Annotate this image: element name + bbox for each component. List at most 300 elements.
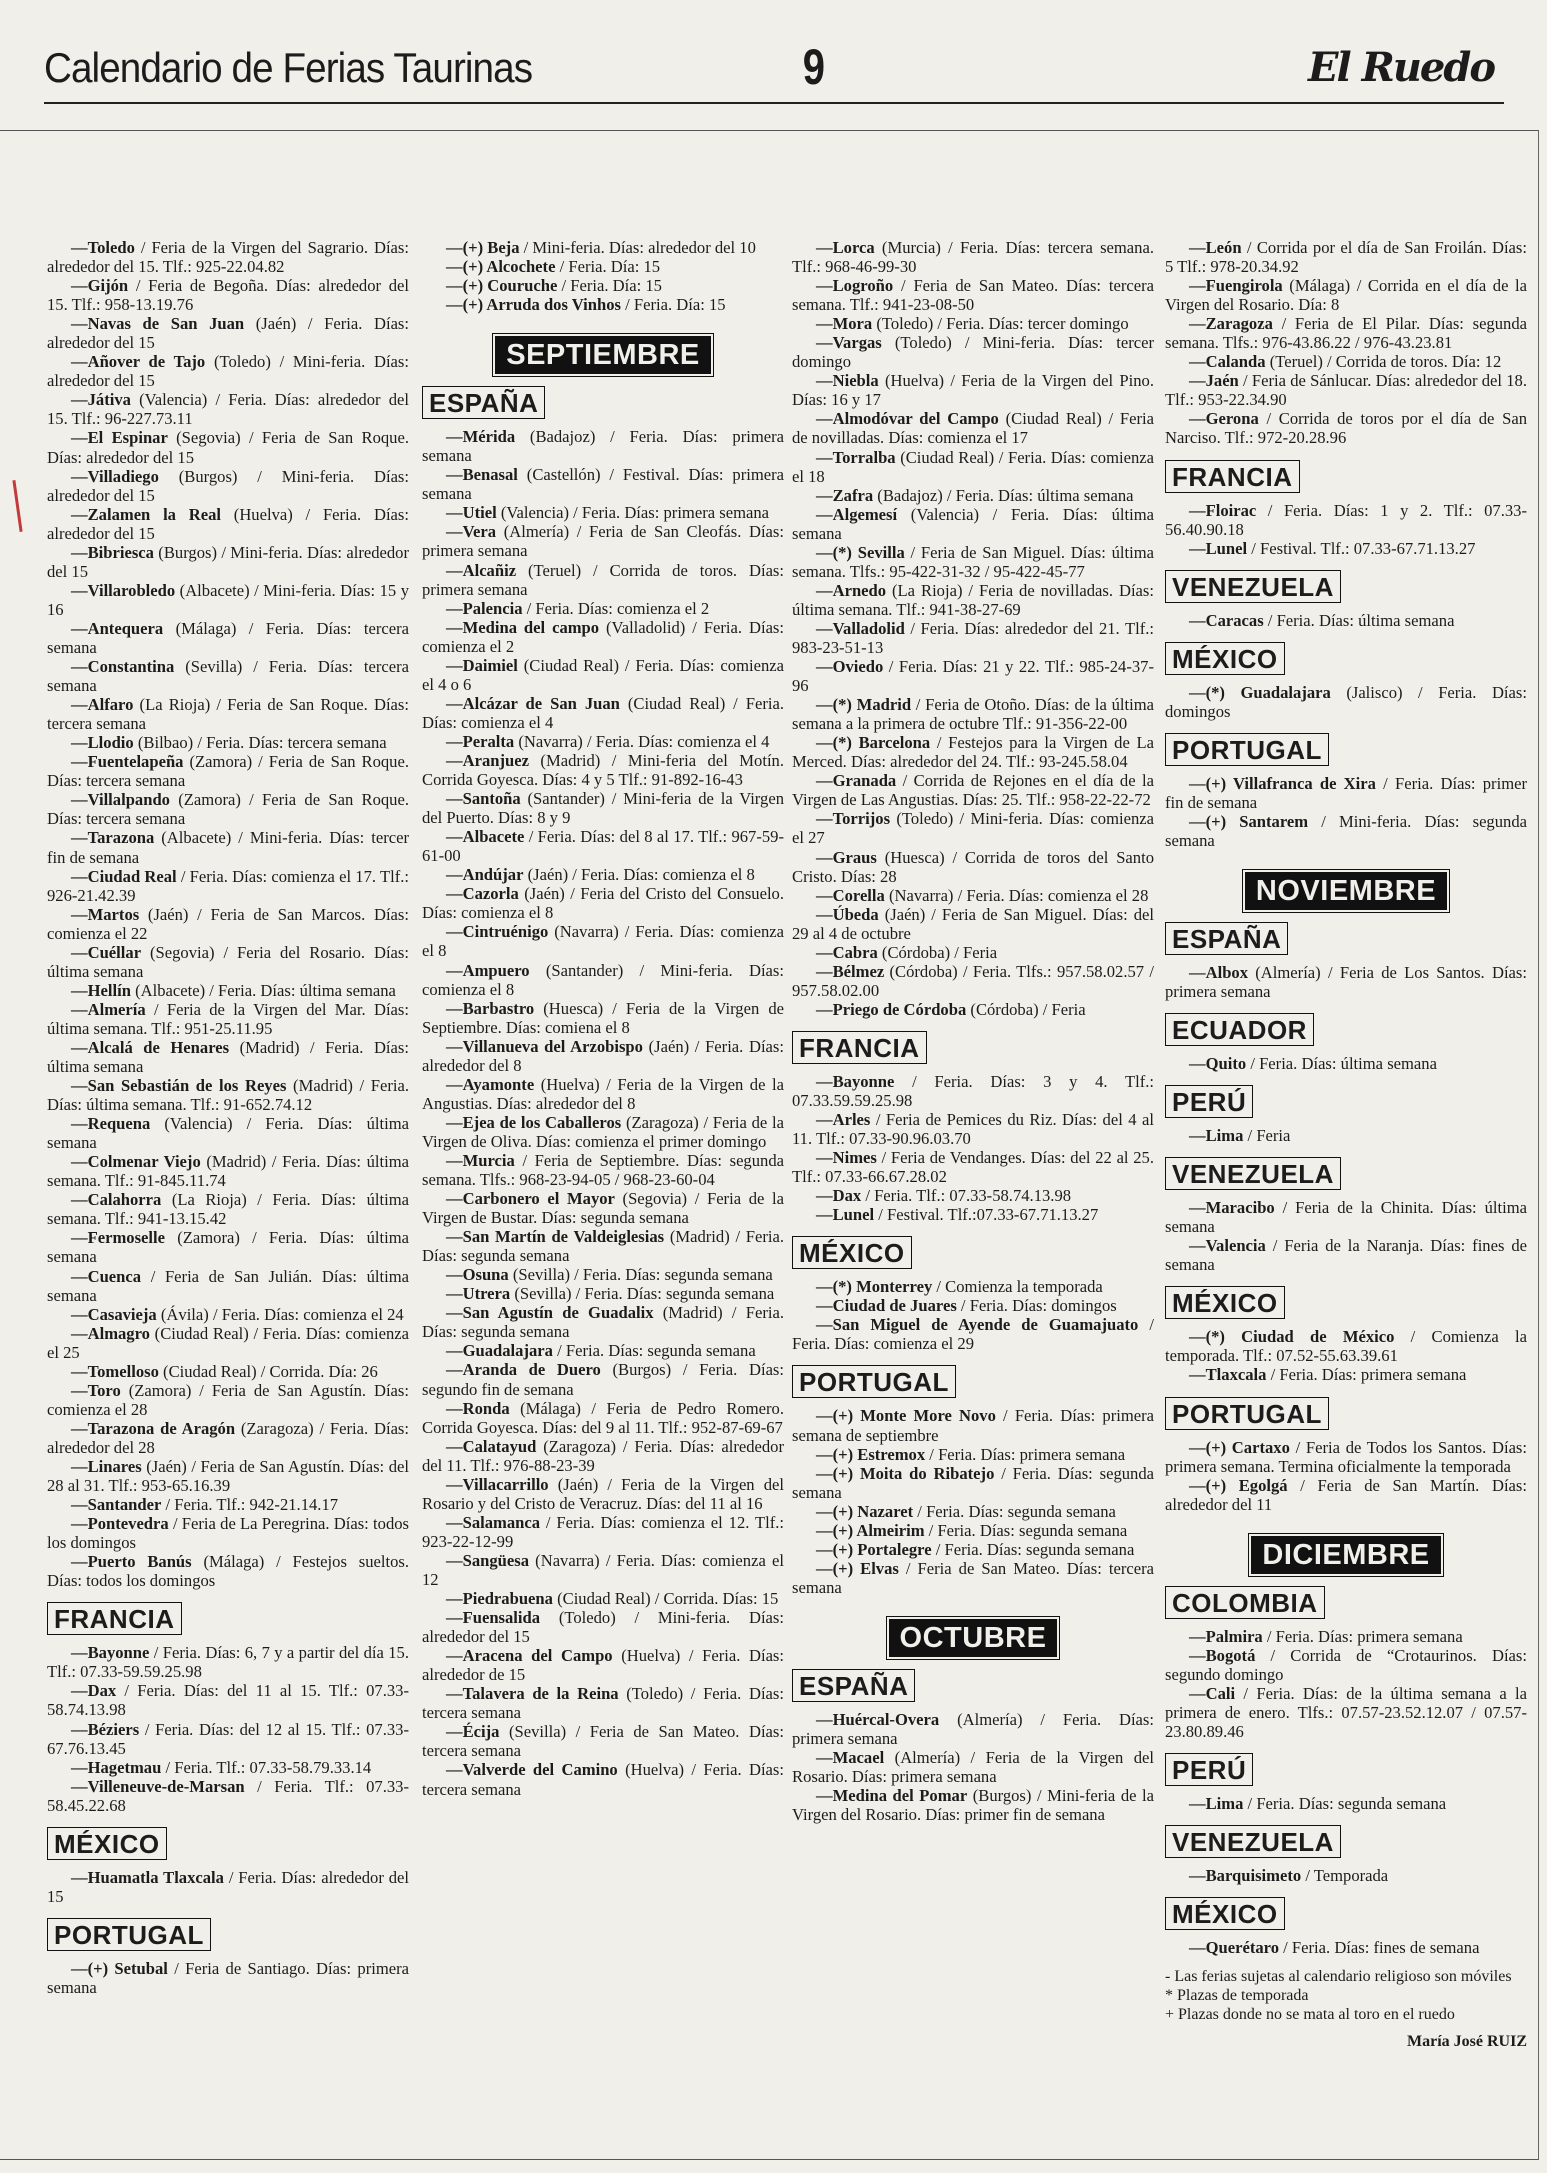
country-label: MÉXICO bbox=[792, 1236, 912, 1269]
fair-entry bbox=[422, 1399, 784, 1437]
fair-town: —Béziers bbox=[71, 1719, 140, 1739]
fair-town: —Osuna bbox=[446, 1265, 509, 1285]
fair-entry bbox=[47, 1076, 409, 1114]
fair-entry bbox=[422, 257, 784, 276]
fair-town: —(*) Madrid bbox=[816, 695, 912, 715]
fair-town: —(+) Villafranca de Xira bbox=[1189, 773, 1376, 793]
country-label: ESPAÑA bbox=[1165, 922, 1288, 955]
country-label: MÉXICO bbox=[1165, 1897, 1285, 1930]
fair-town: —Lunel bbox=[1189, 538, 1248, 558]
fair-town: —Martos bbox=[71, 904, 140, 924]
fair-entry bbox=[422, 427, 784, 465]
fair-town: —Villadiego bbox=[71, 466, 159, 486]
author-signature: María José RUIZ bbox=[1407, 2033, 1527, 2051]
country-heading bbox=[1165, 1013, 1527, 1046]
fair-entry bbox=[422, 922, 784, 960]
fair-details: / Feria. Días: primera semana de septiembre bbox=[792, 1406, 1154, 1445]
fair-details: / Feria. Días: alrededor del 21. Tlf.: 983-23-51-13 bbox=[792, 618, 1154, 657]
fair-town: —Carbonero el Mayor bbox=[446, 1189, 615, 1209]
fair-town: —(+) Moita do Ribatejo bbox=[816, 1463, 995, 1483]
fair-details: / Feria bbox=[1243, 1126, 1291, 1146]
fair-town: —(+) Santarem bbox=[1189, 811, 1309, 831]
fair-entry bbox=[47, 390, 409, 428]
fair-town: —Torrijos bbox=[816, 809, 891, 829]
fair-details: (Ciudad Real) / Corrida. Día: 26 bbox=[158, 1361, 378, 1381]
fair-details: / Comienza la temporada. Tlf.: 07.52-55.63.39.61 bbox=[1165, 1327, 1527, 1366]
fair-town: —Huamatla Tlaxcala bbox=[71, 1867, 224, 1887]
fair-entry bbox=[792, 448, 1154, 486]
fair-details: (Huelva) / Feria. Días: tercera semana bbox=[422, 1760, 784, 1799]
fair-details: / Feria de la Virgen del Mar. Días: última semana. Tlf.: 951-25.11.95 bbox=[47, 999, 409, 1038]
fair-town: —Añover de Tajo bbox=[71, 352, 206, 372]
fair-details: (Toledo) / Feria. Días: tercer domingo bbox=[872, 314, 1129, 334]
country-heading bbox=[1165, 733, 1527, 766]
country-label: PERÚ bbox=[1165, 1753, 1253, 1786]
fair-entry bbox=[47, 1419, 409, 1457]
fair-entry bbox=[47, 238, 409, 276]
fair-details: (Valencia) / Feria. Días: última semana bbox=[47, 1114, 409, 1153]
fair-town: —Valencia bbox=[1189, 1236, 1266, 1256]
fair-details: / Feria de la Naranja. Días: fines de semana bbox=[1165, 1236, 1527, 1275]
fair-entry bbox=[47, 1681, 409, 1719]
fair-details: (La Rioja) / Feria de novilladas. Días: última semana. Tlf.: 941-38-27-69 bbox=[792, 580, 1154, 619]
fair-entry bbox=[47, 1000, 409, 1038]
fair-town: —Bogotá bbox=[1189, 1645, 1256, 1665]
month-heading bbox=[1165, 872, 1527, 910]
fair-entry bbox=[47, 505, 409, 543]
fair-town: —Valverde del Camino bbox=[446, 1760, 618, 1780]
fair-entry bbox=[47, 1152, 409, 1190]
fair-details: / Feria de La Peregrina. Días: todos los domingos bbox=[47, 1514, 409, 1553]
country-label: FRANCIA bbox=[1165, 460, 1300, 493]
country-heading bbox=[47, 1827, 409, 1860]
fair-details: (Zamora) / Feria de San Roque. Días: tercera semana bbox=[47, 790, 409, 829]
fair-town: —Zafra bbox=[816, 485, 874, 505]
fair-town: —(*) Sevilla bbox=[816, 542, 905, 562]
fair-details: (Jaén) / Feria de San Agustín. Días: del 28 al 31. Tlf.: 953-65.16.39 bbox=[47, 1457, 409, 1496]
fair-details: / Mini-feria. Días: alrededor del 10 bbox=[519, 238, 756, 257]
fair-details: (Albacete) / Feria. Días: última semana bbox=[130, 980, 396, 1000]
fair-town: —Villanueva del Arzobispo bbox=[446, 1036, 643, 1056]
fair-details: (Huelva) / Feria. Días: alrededor de 15 bbox=[422, 1646, 785, 1685]
fair-details: (Madrid) / Feria. Días: última semana bbox=[47, 1037, 409, 1077]
fair-details: (Burgos) / Mini-feria de la Virgen del Rosario. Días: primer fin de semana bbox=[792, 1786, 1155, 1825]
fair-details: (Jaén) / Feria de San Marcos. Días: comienza el 22 bbox=[47, 904, 409, 943]
country-heading bbox=[422, 386, 784, 419]
fair-details: (Zaragoza) / Feria. Días: alrededor del 11. Tlf.: 976-88-23-39 bbox=[422, 1436, 784, 1475]
fair-town: —Bayonne bbox=[71, 1643, 150, 1663]
fair-town: —Zalamen la Real bbox=[71, 504, 222, 524]
fair-entry bbox=[47, 657, 409, 695]
fair-details: / Feria. Días: última semana bbox=[1246, 1054, 1437, 1074]
fair-details: / Feria de Todos los Santos. Días: primera semana. Termina oficialmente la temporada bbox=[1165, 1437, 1527, 1476]
fair-entry bbox=[1165, 314, 1527, 352]
fair-town: —Lorca bbox=[816, 238, 875, 257]
fair-town: —Gerona bbox=[1189, 409, 1259, 429]
fair-entry bbox=[792, 1072, 1154, 1110]
fair-entry bbox=[792, 1464, 1154, 1502]
fair-entry bbox=[792, 543, 1154, 581]
fair-town: —(+) Beja bbox=[446, 238, 520, 257]
fair-details: / Feria. Tlf.: 942-21.14.17 bbox=[161, 1495, 339, 1515]
fair-entry bbox=[792, 333, 1154, 371]
fair-entry bbox=[422, 1037, 784, 1075]
fair-details: (Jaén) / Feria. Días: comienza el 8 bbox=[523, 865, 755, 885]
fair-town: —Tarazona bbox=[71, 828, 155, 848]
fair-town: —Linares bbox=[71, 1457, 142, 1476]
fair-town: —Guadalajara bbox=[446, 1341, 553, 1361]
fair-town: —Cabra bbox=[816, 942, 878, 962]
fair-town: —Priego de Córdoba bbox=[816, 999, 967, 1019]
fair-town: —(+) Arruda dos Vinhos bbox=[446, 295, 621, 315]
fair-entry bbox=[422, 1760, 784, 1798]
fair-details: (Sevilla) / Feria. Días: tercera semana bbox=[47, 657, 409, 696]
fair-town: —Alfaro bbox=[71, 695, 134, 715]
fair-entry bbox=[47, 1190, 409, 1228]
fair-details: (Valencia) / Feria. Días: alrededor del 15. Tlf.: 96-227.73.11 bbox=[47, 390, 409, 429]
fair-details: / Feria de Sánlucar. Días: alrededor del 18. Tlf.: 953-22.34.90 bbox=[1165, 371, 1527, 410]
fair-entry bbox=[792, 486, 1154, 505]
fair-details: (Madrid) / Feria. Días: segunda semana bbox=[422, 1227, 784, 1266]
fair-details: (Ciudad Real) / Corrida. Días: 15 bbox=[552, 1589, 779, 1609]
fair-details: (Sevilla) / Feria de San Mateo. Días: tercera semana bbox=[422, 1722, 784, 1761]
fair-details: (Ciudad Real) / Feria. Días: comienza el 4 bbox=[422, 693, 785, 732]
country-heading bbox=[792, 1365, 1154, 1398]
fair-details: (Segovia) / Feria de la Virgen de Bustar. Días: segunda semana bbox=[422, 1189, 784, 1228]
fair-entry bbox=[1165, 1794, 1527, 1813]
fair-entry bbox=[422, 238, 784, 257]
fair-town: —San Miguel de Ayende de Guamajuato bbox=[816, 1315, 1139, 1335]
fair-town: —Navas de San Juan bbox=[71, 314, 245, 334]
fair-details: / Feria de Santiago. Días: primera semana bbox=[47, 1958, 409, 1997]
fair-town: —Medina del Pomar bbox=[816, 1786, 968, 1806]
fair-town: —(+) Cartaxo bbox=[1189, 1437, 1290, 1457]
fair-details: (Almería) / Feria de la Virgen del Rosario. Días: primera semana bbox=[792, 1748, 1154, 1787]
fair-entry bbox=[422, 561, 784, 599]
month-label: SEPTIEMBRE bbox=[495, 336, 711, 374]
fair-details: (Málaga) / Corrida en el día de la Virgen del Rosario. Día: 8 bbox=[1165, 276, 1527, 315]
fair-entry bbox=[792, 848, 1154, 886]
fair-entry bbox=[792, 1502, 1154, 1521]
fair-entry bbox=[1165, 1198, 1527, 1236]
fair-entry bbox=[1165, 1476, 1527, 1514]
column-2 bbox=[422, 238, 784, 1799]
fair-entry bbox=[792, 1277, 1154, 1296]
fair-details: (Murcia) / Feria. Días: tercera semana. Tlf.: 968-46-99-30 bbox=[792, 238, 1154, 277]
fair-entry bbox=[47, 733, 409, 752]
fair-details: (Segovia) / Feria de San Roque. Días: alrededor del 15 bbox=[47, 428, 409, 467]
fair-town: —Querétaro bbox=[1189, 1938, 1280, 1958]
fair-entry bbox=[792, 238, 1154, 276]
fair-details: (Burgos) / Feria. Días: segundo fin de semana bbox=[422, 1360, 784, 1399]
fair-entry bbox=[422, 1113, 784, 1151]
fair-entry bbox=[47, 752, 409, 790]
fair-town: —Arnedo bbox=[816, 580, 887, 600]
legend-note: + Plazas donde no se mata al toro en el ruedo bbox=[1165, 2006, 1455, 2024]
country-heading bbox=[792, 1236, 1154, 1269]
fair-town: —Ampuero bbox=[446, 960, 530, 980]
fair-town: —Granada bbox=[816, 771, 897, 791]
fair-details: / Mini-feria. Días: segunda semana bbox=[1165, 811, 1527, 850]
fair-entry bbox=[792, 1540, 1154, 1559]
fair-details: / Corrida por el día de San Froilán. Días: 5 Tlf.: 978-20.34.92 bbox=[1165, 238, 1527, 277]
fair-entry bbox=[47, 276, 409, 314]
fair-town: —Zaragoza bbox=[1189, 314, 1273, 334]
fair-details: (Jalisco) / Feria. Días: domingos bbox=[1165, 682, 1527, 721]
fair-town: —Hagetmau bbox=[71, 1757, 162, 1777]
fair-entry bbox=[792, 733, 1154, 771]
fair-details: (Toledo) / Feria. Días: tercera semana bbox=[422, 1684, 784, 1723]
fair-town: —Tlaxcala bbox=[1189, 1365, 1267, 1385]
fair-entry bbox=[47, 1038, 409, 1076]
fair-entry bbox=[47, 1457, 409, 1495]
fair-details: (Zaragoza) / Feria de la Virgen de Oliva. Días: comienza el primer domingo bbox=[422, 1112, 784, 1151]
fair-town: —Daimiel bbox=[446, 655, 518, 675]
fair-details: (Badajoz) / Feria. Días: primera semana bbox=[422, 427, 784, 466]
fair-town: —(+) Couruche bbox=[446, 276, 558, 296]
fair-town: —Caracas bbox=[1189, 610, 1264, 630]
fair-town: —Cintruénigo bbox=[446, 922, 549, 942]
fair-entry bbox=[422, 1513, 784, 1551]
fair-town: —Vargas bbox=[816, 333, 882, 353]
month-label: OCTUBRE bbox=[889, 1619, 1058, 1657]
fair-details: (La Rioja) / Feria. Días: última semana. Tlf.: 941-13.15.42 bbox=[47, 1190, 409, 1229]
country-heading bbox=[1165, 1825, 1527, 1858]
fair-details: (Ciudad Real) / Feria. Días: comienza el 18 bbox=[792, 447, 1154, 486]
fair-details: / Feria de San Mateo. Días: tercera semana. Tlf.: 941-23-08-50 bbox=[792, 276, 1154, 315]
country-heading bbox=[47, 1602, 409, 1635]
fair-details: (Málaga) / Feria de Pedro Romero. Corrida Goyesca. Días: del 9 al 11. Tlf.: 952-87-69-67 bbox=[422, 1398, 784, 1437]
fair-entry bbox=[1165, 371, 1527, 409]
month-heading bbox=[792, 1619, 1154, 1657]
fair-entry bbox=[47, 1514, 409, 1552]
fair-details: / Feria. Días: primera semana bbox=[1266, 1365, 1467, 1385]
fair-details: (Almería) / Feria de San Cleofás. Días: primera semana bbox=[422, 522, 784, 561]
fair-town: —Alcañiz bbox=[446, 560, 517, 580]
fair-town: —Santander bbox=[71, 1495, 162, 1515]
fair-town: —Fuengirola bbox=[1189, 276, 1283, 296]
fair-entry bbox=[1165, 1327, 1527, 1365]
country-label: VENEZUELA bbox=[1165, 570, 1341, 603]
fair-town: —(*) Guadalajara bbox=[1189, 682, 1331, 702]
fair-entry bbox=[47, 943, 409, 981]
fair-details: (Jaén) / Feria de San Miguel. Días: del 29 al 4 de octubre bbox=[792, 904, 1154, 943]
fair-entry bbox=[792, 371, 1154, 409]
fair-details: (Valencia) / Feria. Días: última semana bbox=[792, 504, 1154, 543]
country-label: PORTUGAL bbox=[1165, 733, 1329, 766]
fair-entry bbox=[47, 905, 409, 943]
fair-entry bbox=[792, 1748, 1154, 1786]
fair-details: / Feria de Otoño. Días: de la última semana a la primera de octubre Tlf.: 91-356-22-00 bbox=[792, 695, 1154, 734]
fair-town: —Murcia bbox=[446, 1150, 515, 1170]
fair-entry bbox=[1165, 812, 1527, 850]
fair-entry bbox=[792, 1521, 1154, 1540]
country-label: PORTUGAL bbox=[792, 1365, 956, 1398]
fair-details: (Santander) / Mini-feria. Días: comienza el 8 bbox=[422, 960, 784, 999]
fair-town: —Cali bbox=[1189, 1683, 1236, 1703]
fair-town: —Barquisimeto bbox=[1189, 1866, 1302, 1886]
fair-entry bbox=[422, 865, 784, 884]
fair-details: (Madrid) / Mini-feria del Motín. Corrida Goyesca. Días: 4 y 5 Tlf.: 91-892-16-43 bbox=[422, 750, 784, 790]
fair-details: (Santander) / Mini-feria de la Virgen del Puerto. Días: 8 y 9 bbox=[422, 789, 784, 828]
fair-details: / Feria. Días: comienza el 17. Tlf.: 926-21.42.39 bbox=[47, 866, 409, 905]
fair-details: (Toledo) / Mini-feria. Días: comienza el 27 bbox=[792, 809, 1154, 848]
fair-town: —Torralba bbox=[816, 447, 896, 467]
fair-details: (Almería) / Feria de Los Santos. Días: primera semana bbox=[1165, 962, 1527, 1002]
fair-entry bbox=[422, 789, 784, 827]
fair-entry bbox=[47, 1305, 409, 1324]
fair-town: —Bélmez bbox=[816, 961, 885, 981]
country-heading bbox=[47, 1918, 409, 1951]
fair-town: —Niebla bbox=[816, 371, 879, 391]
fair-entry bbox=[422, 1608, 784, 1646]
fair-entry bbox=[47, 1552, 409, 1590]
fair-entry bbox=[422, 1475, 784, 1513]
fair-entry bbox=[47, 1228, 409, 1266]
fair-town: —Fermoselle bbox=[71, 1228, 165, 1248]
fair-town: —Albacete bbox=[446, 827, 525, 847]
country-label: VENEZUELA bbox=[1165, 1825, 1341, 1858]
fair-town: —Arles bbox=[816, 1110, 871, 1130]
country-heading bbox=[1165, 922, 1527, 955]
fair-town: —Aracena del Campo bbox=[446, 1646, 613, 1666]
fair-entry bbox=[422, 1722, 784, 1760]
fair-details: (Navarra) / Feria. Días: comienza el 4 bbox=[514, 731, 770, 751]
fair-town: —El Espinar bbox=[71, 428, 168, 448]
fair-details: / Feria. Tlf.: 07.33-58.74.13.98 bbox=[861, 1186, 1072, 1206]
fair-details: (Segovia) / Feria del Rosario. Días: última semana bbox=[47, 942, 409, 981]
fair-town: —San Martín de Valdeiglesias bbox=[446, 1227, 665, 1247]
fair-town: —Toledo bbox=[71, 238, 135, 257]
fair-entry bbox=[422, 999, 784, 1037]
fair-town: —Palencia bbox=[446, 598, 523, 618]
fair-entry bbox=[792, 1110, 1154, 1148]
fair-details: (Valencia) / Feria. Días: primera semana bbox=[496, 503, 770, 523]
fair-entry bbox=[422, 276, 784, 295]
fair-entry bbox=[422, 961, 784, 999]
fair-entry bbox=[422, 827, 784, 865]
fair-entry bbox=[792, 886, 1154, 905]
fair-entry bbox=[422, 751, 784, 789]
fair-entry bbox=[422, 1551, 784, 1589]
fair-town: —San Agustín de Guadalix bbox=[446, 1303, 654, 1323]
fair-town: —Quito bbox=[1189, 1054, 1247, 1074]
fair-entry bbox=[792, 943, 1154, 962]
fair-entry bbox=[1165, 1438, 1527, 1476]
fair-entry bbox=[47, 1114, 409, 1152]
fair-town: —Graus bbox=[816, 847, 877, 867]
country-label: PORTUGAL bbox=[47, 1918, 211, 1951]
fair-town: —Pontevedra bbox=[71, 1514, 169, 1534]
page-number: 9 bbox=[802, 39, 826, 95]
fair-town: —(+) Nazaret bbox=[816, 1501, 914, 1521]
fair-details: (Albacete) / Mini-feria. Días: 15 y 16 bbox=[47, 580, 409, 619]
fair-town: —Santoña bbox=[446, 789, 521, 809]
fair-details: / Feria. Días: 3 y 4. Tlf.: 07.33.59.59.25.98 bbox=[792, 1071, 1154, 1110]
fair-details: / Feria. Días: comienza el 2 bbox=[522, 598, 710, 618]
fair-town: —Alcázar de San Juan bbox=[446, 693, 620, 713]
fair-details: / Feria de San Miguel. Días: última semana. Tlfs.: 95-422-31-32 / 95-422-45-77 bbox=[792, 542, 1154, 581]
fair-details: / Feria. Días: del 8 al 17. Tlf.: 967-59-61-00 bbox=[422, 827, 784, 866]
legend-note: * Plazas de temporada bbox=[1165, 1987, 1309, 2005]
fair-details: / Feria. Día: 15 bbox=[555, 257, 661, 277]
fair-town: —Barbastro bbox=[446, 998, 535, 1018]
fair-details: / Feria. Días: segunda semana bbox=[552, 1341, 756, 1361]
fair-town: —(+) Monte More Novo bbox=[816, 1406, 996, 1426]
fair-details: / Feria. Días: segunda semana bbox=[1243, 1793, 1447, 1813]
fair-town: —Macael bbox=[816, 1748, 885, 1768]
fair-town: —Bibriesca bbox=[71, 542, 154, 562]
fair-entry bbox=[422, 1284, 784, 1303]
country-heading bbox=[1165, 1753, 1527, 1786]
fair-town: —Corella bbox=[816, 885, 885, 905]
fair-town: —Calanda bbox=[1189, 352, 1266, 372]
fair-town: —Medina del campo bbox=[446, 617, 600, 637]
fair-details: / Feria. Días: fines de semana bbox=[1279, 1938, 1480, 1958]
fair-details: / Feria. Días: primera semana bbox=[1262, 1626, 1463, 1646]
fair-details: / Temporada bbox=[1301, 1866, 1389, 1886]
fair-entry bbox=[792, 695, 1154, 733]
fair-details: / Feria. Días: alrededor del 15 bbox=[47, 1867, 409, 1906]
fair-entry bbox=[792, 1296, 1154, 1315]
month-label: NOVIEMBRE bbox=[1245, 872, 1447, 910]
fair-entry bbox=[792, 314, 1154, 333]
fair-entry bbox=[47, 1362, 409, 1381]
fair-details: (Albacete) / Mini-feria. Días: tercer fin de semana bbox=[47, 828, 409, 867]
fair-entry bbox=[422, 599, 784, 618]
fair-town: —Calahorra bbox=[71, 1190, 162, 1210]
country-label: FRANCIA bbox=[792, 1031, 927, 1064]
country-label: MÉXICO bbox=[1165, 1286, 1285, 1319]
fair-entry bbox=[792, 657, 1154, 695]
fair-details: (Navarra) / Feria. Días: comienza el 12 bbox=[422, 1550, 784, 1589]
fair-entry bbox=[47, 790, 409, 828]
fair-entry bbox=[47, 581, 409, 619]
fair-details: (Córdoba) / Feria. Tlfs.: 957.58.02.57 / 957.58.02.00 bbox=[792, 961, 1154, 1000]
fair-details: / Feria de Pemices du Riz. Días: del 4 al 11. Tlf.: 07.33-90.96.03.70 bbox=[792, 1110, 1154, 1149]
fair-entry bbox=[792, 1148, 1154, 1186]
fair-details: (Ávila) / Feria. Días: comienza el 24 bbox=[156, 1304, 404, 1324]
fair-town: —Sangüesa bbox=[446, 1550, 529, 1570]
fair-entry bbox=[1165, 539, 1527, 558]
fair-details: (Jaén) / Feria del Cristo del Consuelo. Días: comienza el 8 bbox=[422, 884, 784, 923]
month-heading bbox=[422, 336, 784, 374]
fair-details: / Feria. Tlf.: 07.33-58.45.22.68 bbox=[47, 1776, 409, 1815]
fair-entry bbox=[422, 1075, 784, 1113]
fair-entry bbox=[422, 465, 784, 503]
fair-town: —Alcalá de Henares bbox=[71, 1037, 230, 1057]
fair-entry bbox=[47, 1777, 409, 1815]
fair-town: —(+) Estremox bbox=[816, 1444, 926, 1464]
fair-entry bbox=[47, 467, 409, 505]
fair-details: (Madrid) / Feria. Días: última semana. Tlf.: 91-845.11.74 bbox=[47, 1152, 409, 1191]
country-heading bbox=[1165, 642, 1527, 675]
country-label: VENEZUELA bbox=[1165, 1157, 1341, 1190]
fair-details: (Navarra) / Feria. Días: comienza el 8 bbox=[422, 922, 784, 961]
country-label: PERÚ bbox=[1165, 1085, 1253, 1118]
fair-entry bbox=[1165, 238, 1527, 276]
fair-details: / Feria. Días: comienza el 29 bbox=[792, 1315, 1154, 1354]
fair-entry bbox=[422, 503, 784, 522]
fair-town: —(+) Setubal bbox=[71, 1958, 168, 1978]
fair-town: —Constantina bbox=[71, 657, 175, 677]
fair-details: (Zamora) / Feria de San Agustín. Días: comienza el 28 bbox=[47, 1380, 409, 1419]
fair-details: / Feria. Días: segunda semana bbox=[913, 1501, 1116, 1521]
country-label: ESPAÑA bbox=[792, 1669, 915, 1702]
fair-entry bbox=[422, 1303, 784, 1341]
fair-entry bbox=[792, 276, 1154, 314]
fair-entry bbox=[47, 352, 409, 390]
